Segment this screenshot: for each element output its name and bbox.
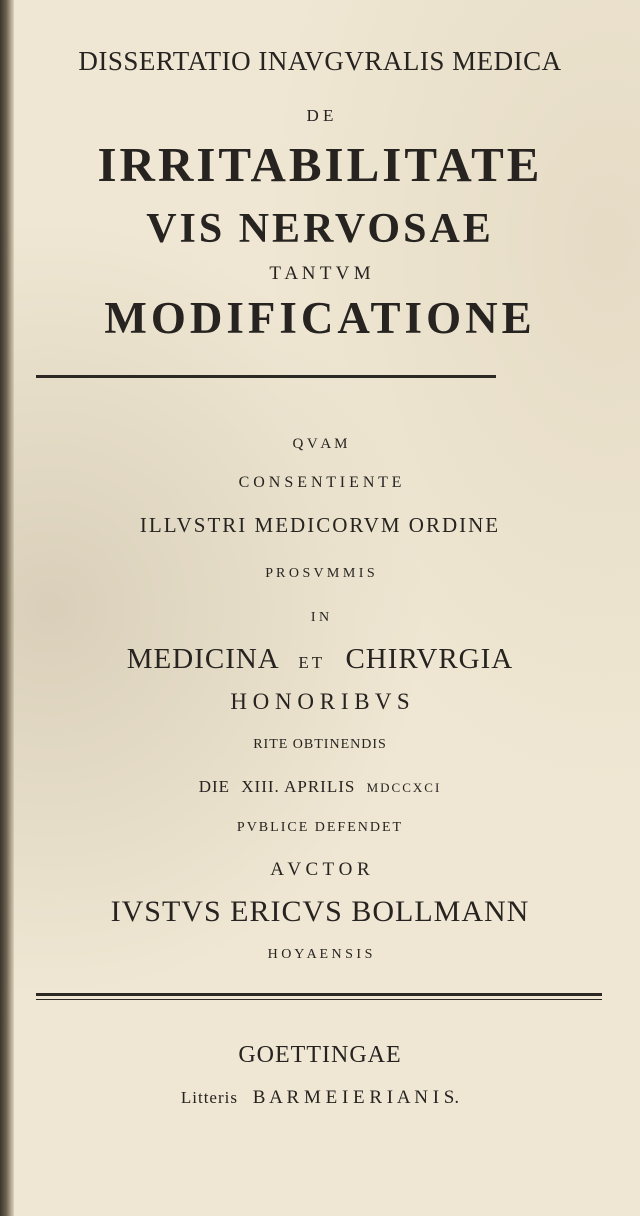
author-origin: H O Y A E N S I S: [267, 947, 373, 962]
date-text: XIII. APRILIS: [241, 777, 356, 796]
title-tantum: T A N T V M: [269, 263, 371, 284]
chirurgia-text: CHIRVRGIA: [345, 643, 514, 675]
year-text: MDCCXCI: [366, 780, 442, 795]
defense-date: [0, 778, 640, 795]
lower-divider-thick: [36, 993, 602, 996]
lower-divider-thin: [36, 999, 602, 1000]
title-vis-nervosae: VIS NERVOSAE: [146, 206, 494, 252]
dedication-medicina-chirurgia: [0, 645, 640, 674]
et-text: ET: [298, 653, 326, 672]
author-label: A V C T O R: [270, 859, 370, 880]
upper-divider: [36, 375, 496, 378]
imprint-printer: [0, 1088, 640, 1107]
dedication-quam: Q V A M: [292, 436, 348, 452]
die-text: DIE: [198, 777, 231, 796]
printer-name: B A R M E I E R I A N I S.: [252, 1087, 460, 1108]
medicina-text: MEDICINA: [126, 643, 279, 675]
dedication-consentiente: C O N S E N T I E N T E: [238, 474, 402, 491]
dedication-illustri: ILLVSTRI MEDICORVM ORDINE: [139, 513, 501, 537]
imprint-city: GOETTINGAE: [238, 1042, 402, 1068]
title-irritabilitate: IRRITABILITATE: [97, 137, 543, 192]
title-modificatione: MODIFICATIONE: [104, 293, 536, 343]
publice-defendet: PVBLICE DEFENDET: [236, 820, 404, 835]
dedication-pro-summis: P R O S V M M I S: [265, 566, 375, 581]
title-de: D E: [306, 106, 334, 125]
dedication-rite-obtinendis: RITE OBTINENDIS: [253, 737, 387, 752]
dissertation-heading: DISSERTATIO INAVGVRALIS MEDICA: [78, 46, 562, 76]
dedication-honoribus: H O N O R I B V S: [230, 689, 410, 714]
litteris-text: Litteris: [180, 1088, 238, 1107]
dedication-in: I N: [310, 610, 330, 625]
author-name: IVSTVS ERICVS BOLLMANN: [110, 895, 530, 928]
